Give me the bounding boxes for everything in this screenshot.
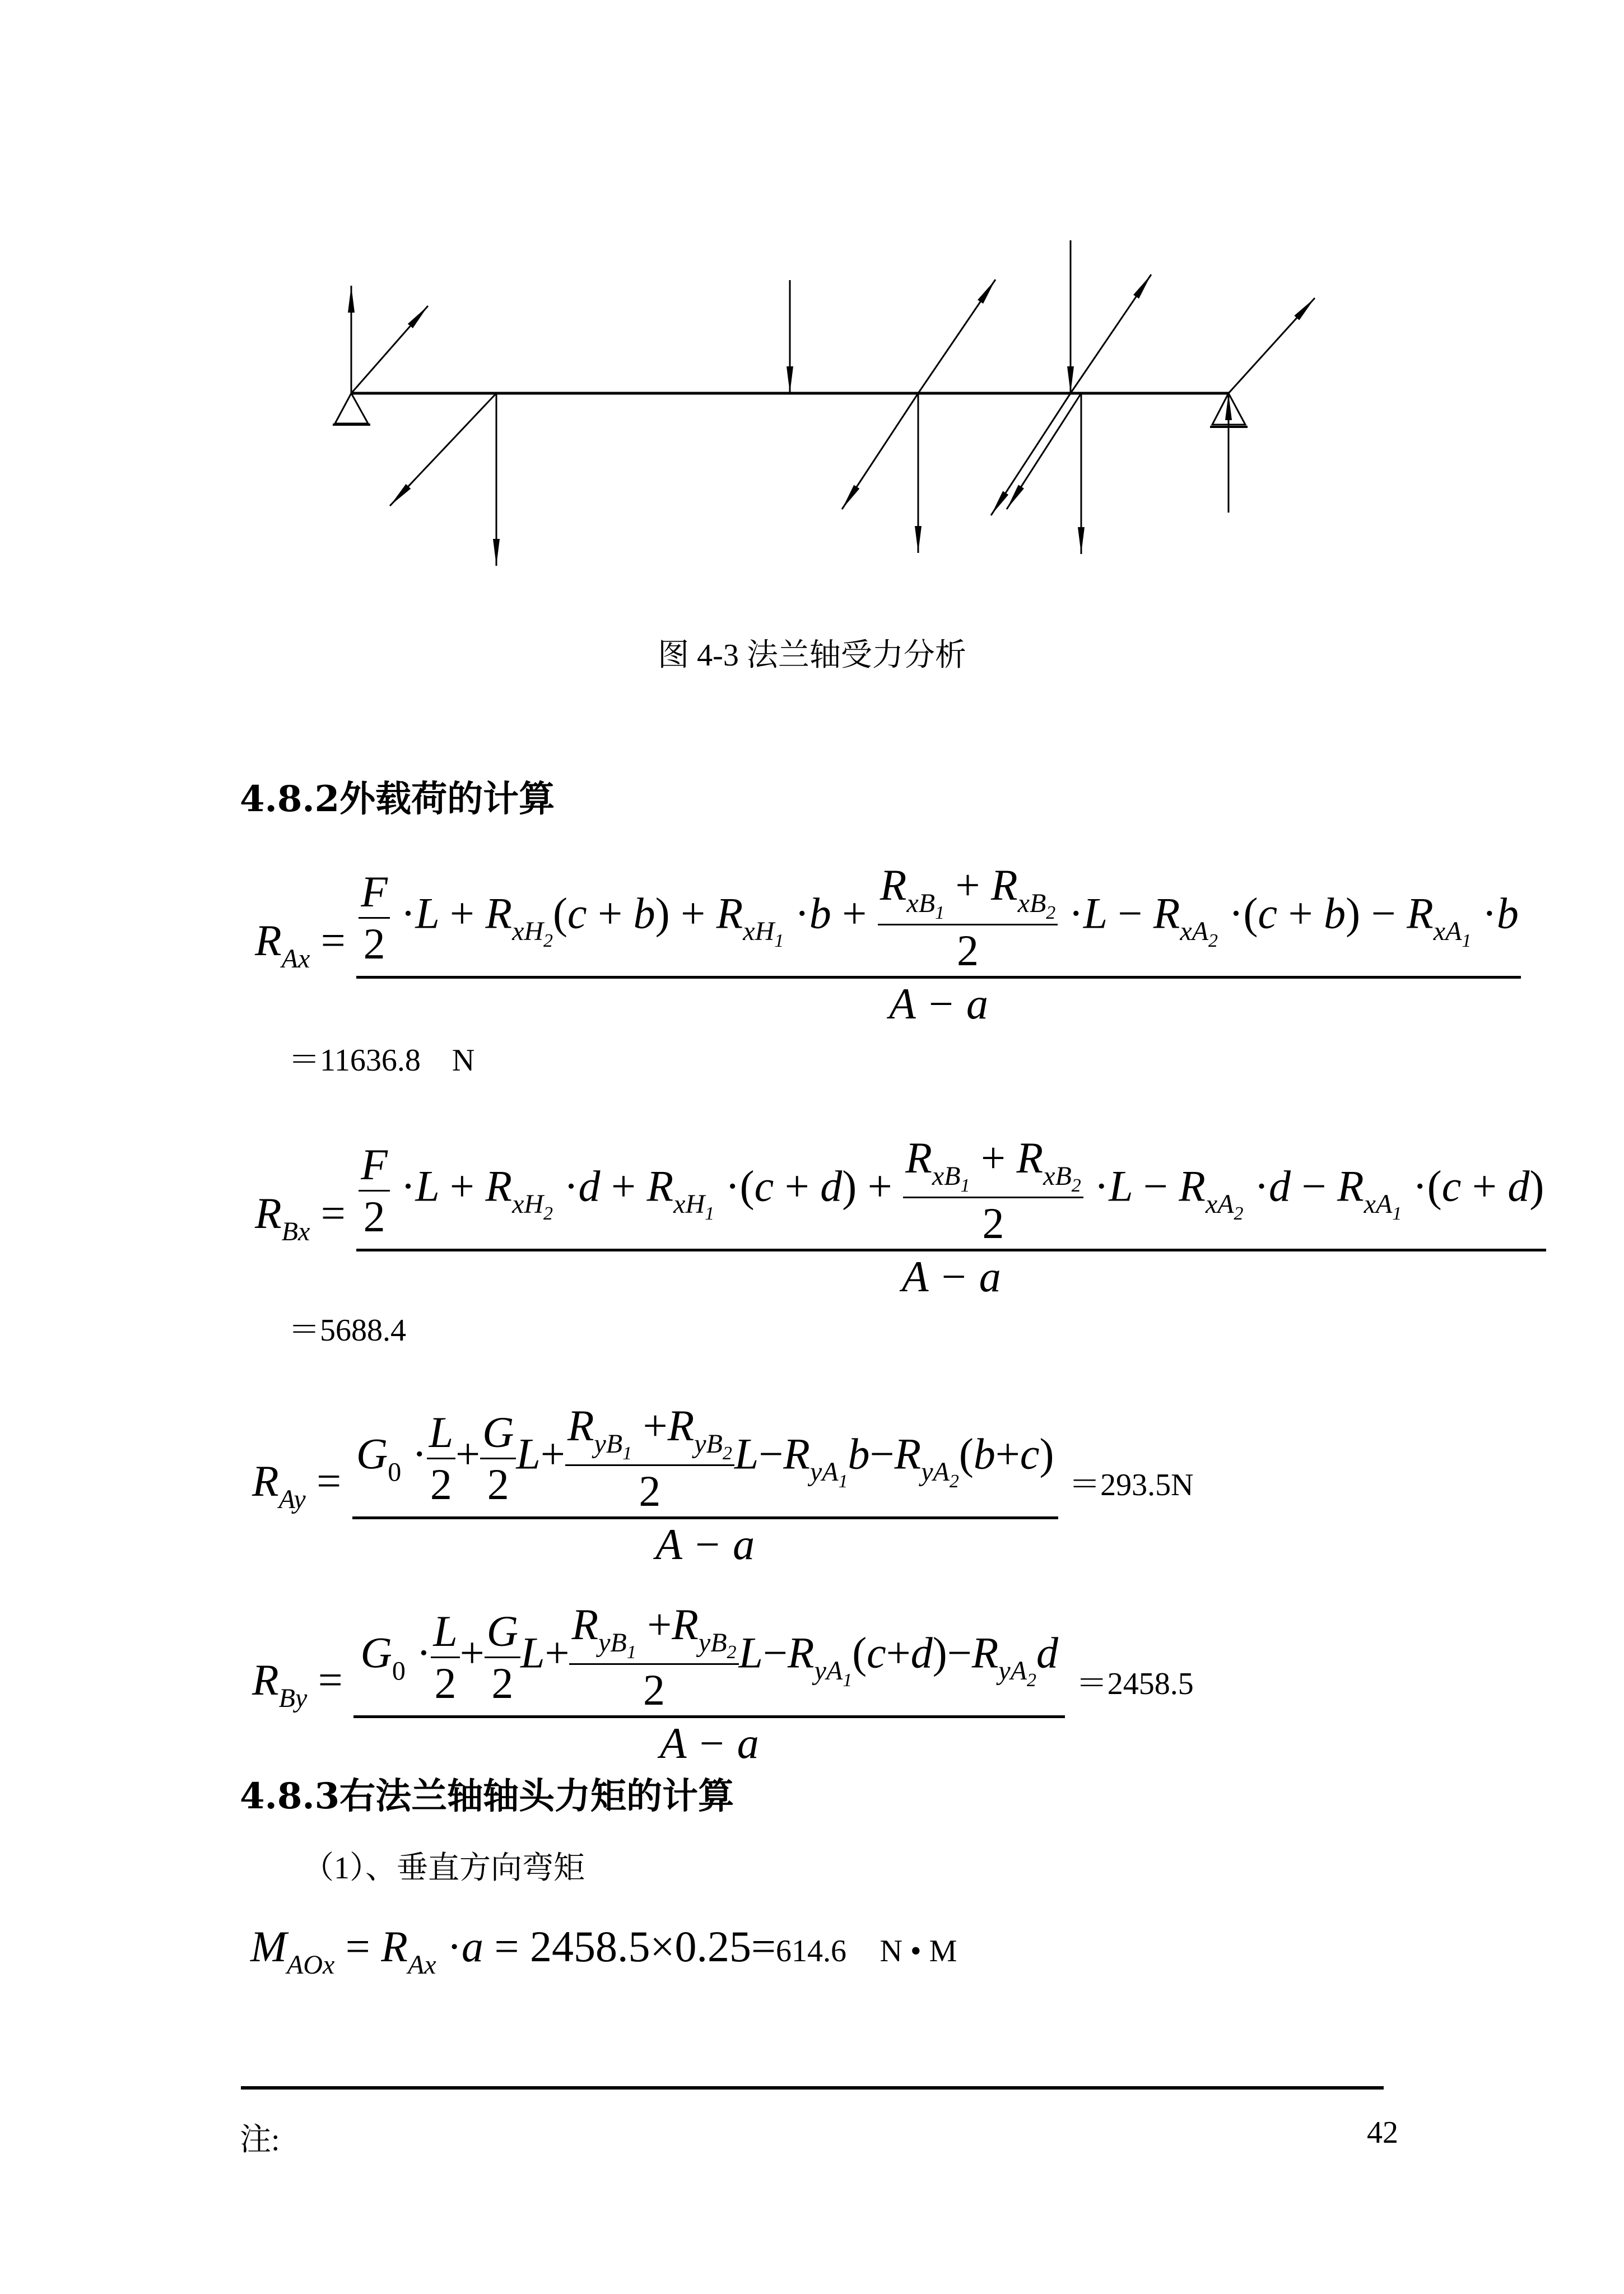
formula-RAy: $R_{Ay}$ = $G_0$ · $\frac{L}{2}$ + $\frac{G}{2}$ L+ $\frac{R_{yB_1} +R_{yB_2}}{2}$ $L-R_{yA_1}b-R_{yA_2}(b+c)$ A − a ＝293.5N [252,1401,1194,1569]
formula-moment-MAOx: $M_{AOx} = R_{Ax} \cdot a = 2458.5\times 0.25=614.6$ N • M [250,1922,957,1980]
subsection-item-1: （1）、垂直方向弯矩 [303,1851,585,1886]
section-heading-4-8-3: 4.8.3右法兰轴轴头力矩的计算 [240,1775,734,1817]
arrow-right-diagonal [1229,298,1315,393]
arrow-h2-diagonal [390,393,496,506]
arrow-a2-diagonal-up [1071,274,1151,393]
footer-note-label: 注: [240,2123,280,2157]
formula-RBx: $R_{Bx}$ = $\frac{F}{2}$ $\cdot L + R_{xH_2} \cdot d + R_{xH_1} \cdot(c + d)$ + $\frac{R_{xB_1} + R_{xB_2}}{2}$ $\cdot L - R_{xA_2} \cdot d - R_{xA_1} \cdot(c + d)$ A − a [255,1133,1546,1302]
footer-divider [241,2086,1384,2090]
formula-RBy: $R_{By}$ = $G_0$ · $\frac{L}{2}$ + $\frac{G}{2}$ L+ $\frac{R_{yB_1} +R_{yB_2}}{2}$ $L-R_{yA_1}(c+d)-R_{yA_2}d$ A − a ＝2458.5 [252,1600,1194,1767]
moment-result: 614.6 [776,1934,847,1969]
left-support-icon [335,393,368,424]
formula-RAx: $R_{Ax}$ = $\frac{F}{2}$ $\cdot L + R_{xH_2}(c + b) + R_{xH_1} \cdot b$ + $\frac{R_{xB_1} + R_{xB_2}}{2}$ $\cdot L - R_{xA_2} \cdot(c + b) - R_{xA_1} \cdot b$ A − a [255,860,1521,1029]
result-RBx: ＝5688.4 [288,1313,406,1348]
arrow-a2-diagonal-down [991,393,1071,515]
result-RAx: ＝11636.8 N [288,1043,475,1078]
section-heading-4-8-2: 4.8.2外载荷的计算 [240,778,555,820]
moment-unit: N • M [880,1934,957,1969]
arrow-a1-diagonal-down [1007,393,1081,509]
result-RAy: ＝293.5N [1069,1467,1194,1502]
arrow-b1-diagonal-up [918,280,995,393]
result-RBy: ＝2458.5 [1076,1666,1194,1701]
arrow-b1-diagonal-down [842,393,918,509]
arrow-left-diagonal [351,306,428,393]
figure-caption: 图 4-3 法兰轴受力分析 [658,638,966,673]
page-number: 42 [1367,2115,1398,2150]
force-diagram [0,0,1624,616]
